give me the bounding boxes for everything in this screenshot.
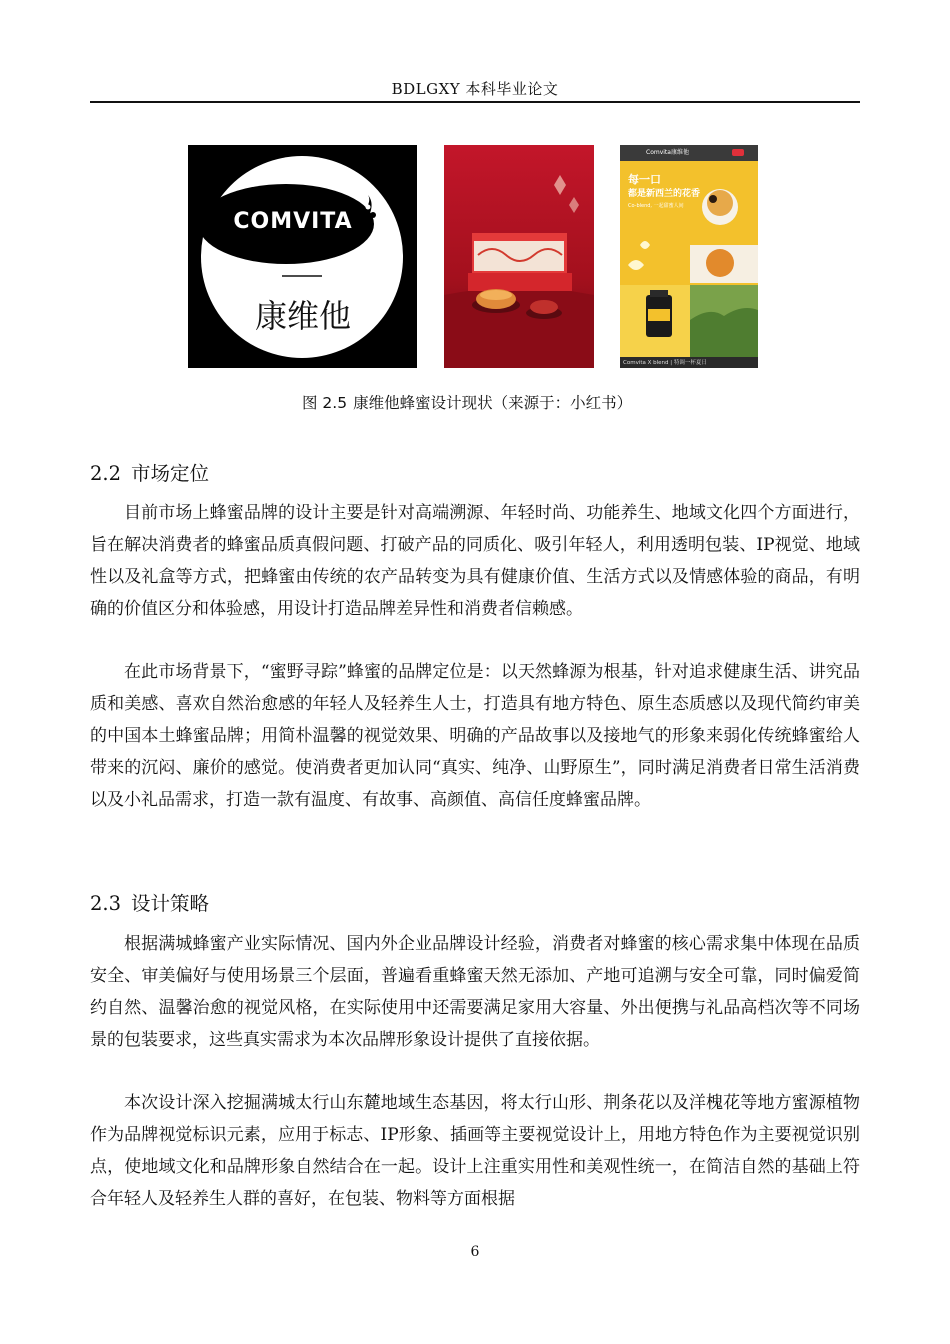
caption-text: 康维他蜂蜜设计现状（来源于：小红书） [353,394,633,412]
post-top-bar: Comvita康维他 [646,149,689,156]
post-headline-1: 每一口 [628,173,661,186]
section-number: 2.2 [90,462,122,485]
paragraph: 目前市场上蜂蜜品牌的设计主要是针对高端溯源、年轻时尚、功能养生、地域文化四个方面进行，旨在解决消费者的蜂蜜品质真假问题、打破产品的同质化、吸引年轻人，利用透明包装、IP视觉、地域性以及礼盒等方式，把蜂蜜由传统的农产品转变为具有健康价值、生活方式以及情感体验的商品，有明确的价值区分和体验感，用设计打造品牌差异性和消费者信赖感。 [90,503,860,619]
comvita-brand-sub: 康维他 [254,297,351,335]
giftbox-photo [444,145,594,368]
comvita-logo-image [188,145,417,368]
comvita-brand-text: COMVITA [233,209,353,234]
section-heading [90,458,209,486]
post-subline: Co-blend, 一起甜蜜人间 [628,203,684,209]
paragraph: 根据满城蜂蜜产业实际情况、国内外企业品牌设计经验，消费者对蜂蜜的核心需求集中体现在品质安全、审美偏好与使用场景三个层面，普遍看重蜂蜜天然无添加、产地可追溯与安全可靠，同时偏爱简约自然、温馨治愈的视觉风格，在实际使用中还需要满足家用大容量、外出便携与礼品高档次等不同场景的包装要求，这些真实需求为本次品牌形象设计提供了直接依据。 [90,934,860,1050]
paragraph: 在此市场背景下，“蜜野寻踪”蜂蜜的品牌定位是：以天然蜂源为根基，针对追求健康生活、讲究品质和美感、喜欢自然治愈感的年轻人及轻养生人士，打造具有地方特色、原生态质感以及现代简约审美的中国本土蜂蜜品牌；用简朴温馨的视觉效果、明确的产品故事以及接地气的形象来弱化传统蜂蜜给人带来的沉闷、廉价的感觉。使消费者更加认同“真实、纯净、山野原生”，同时满足消费者日常生活消费以及小礼品需求，打造一款有温度、有故事、高颜值、高信任度蜂蜜品牌。 [90,662,860,810]
section-number: 2.3 [90,892,122,915]
section-title: 设计策略 [131,892,210,915]
page-number: 6 [470,1244,480,1260]
social-post-screenshot [620,145,758,368]
caption-label: 图 2.5 [302,394,348,412]
post-footer: Comvita X blend | 特调一杯夏日 [623,360,707,366]
figure-caption [302,388,662,418]
section-heading [90,888,209,916]
post-headline-2: 都是新西兰的花香 [628,189,701,199]
paragraph: 本次设计深入挖掘满城太行山东麓地域生态基因，将太行山形、荆条花以及洋槐花等地方蜜源植物作为品牌视觉标识元素，应用于标志、IP形象、插画等主要视觉设计上，用地方特色作为主要视觉识别点，使地域文化和品牌形象自然结合在一起。设计上注重实用性和美观性统一，在简洁自然的基础上符合年轻人及轻养生人群的喜好，在包装、物料等方面根据 [90,1093,860,1209]
section-title: 市场定位 [131,462,210,485]
header-rule [90,101,860,103]
running-header: BDLGXY 本科毕业论文 [391,80,559,98]
